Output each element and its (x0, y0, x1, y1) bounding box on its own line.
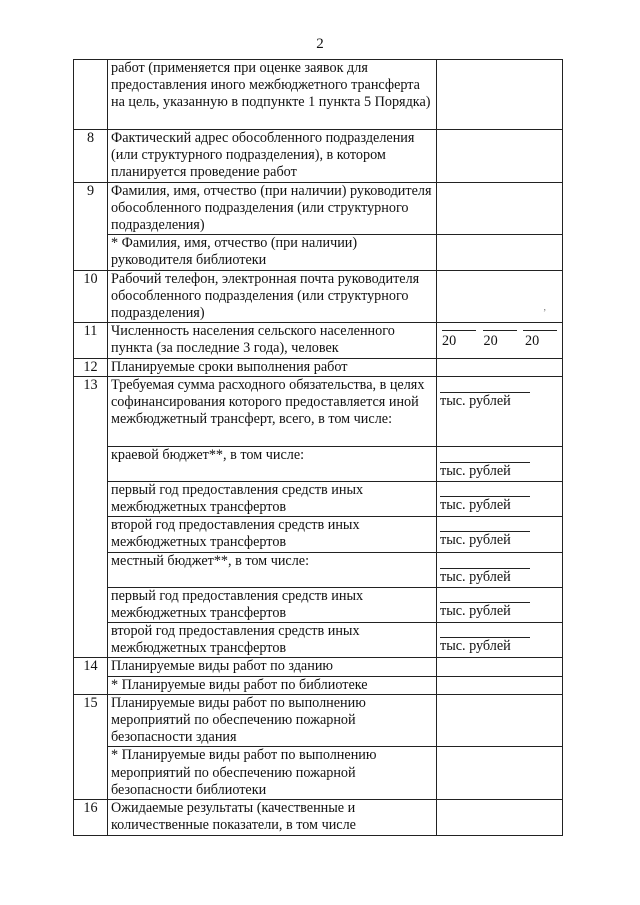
table-row (74, 694, 563, 747)
value-cell[interactable] (437, 623, 563, 658)
year-blank-lines (440, 330, 559, 331)
table-row (74, 358, 563, 376)
table-row (74, 182, 563, 235)
row-description: краевой бюджет**, в том числе: (108, 446, 437, 481)
table-row (74, 323, 563, 358)
table-row (74, 517, 563, 552)
value-cell[interactable] (437, 446, 563, 481)
year-label: 20 (442, 333, 457, 350)
row-description: местный бюджет**, в том числе: (108, 552, 437, 587)
value-cell[interactable] (437, 182, 563, 235)
row-description: Планируемые виды работ по выполнению мероприятий по обеспечению пожарной безопасности здания (108, 694, 437, 747)
row-description: Ожидаемые результаты (качественные и количественные показатели, в том числе (108, 800, 437, 835)
row-number: 8 (74, 130, 108, 183)
row-description: первый год предоставления средств иных межбюджетных трансфертов (108, 481, 437, 516)
unit-label: тыс. рублей (440, 638, 511, 655)
table-row (74, 130, 563, 183)
row-description: Фамилия, имя, отчество (при наличии) руководителя обособленного подразделения (или структурного подразделения) (108, 182, 437, 235)
table-row (74, 552, 563, 587)
row-number: 11 (74, 323, 108, 358)
row-number (74, 60, 108, 130)
application-form-table (73, 59, 563, 836)
row-description: второй год предоставления средств иных межбюджетных трансфертов (108, 623, 437, 658)
row-description: Планируемые виды работ по зданию (108, 658, 437, 676)
table-row (74, 235, 563, 270)
row-number: 13 (74, 376, 108, 658)
year-labels (440, 333, 559, 350)
value-cell[interactable] (437, 800, 563, 835)
value-cell[interactable] (437, 270, 563, 323)
row-number: 12 (74, 358, 108, 376)
page-number: 2 (316, 36, 324, 52)
value-cell[interactable] (437, 658, 563, 676)
table-row (74, 376, 563, 446)
row-description: первый год предоставления средств иных межбюджетных трансфертов (108, 587, 437, 622)
row-description: Численность населения сельского населенного пункта (за последние 3 года), человек (108, 323, 437, 358)
value-cell[interactable] (437, 130, 563, 183)
value-cell[interactable] (437, 694, 563, 747)
row-number: 15 (74, 694, 108, 799)
value-cell[interactable] (437, 481, 563, 516)
table-row (74, 270, 563, 323)
unit-label: тыс. рублей (440, 532, 511, 549)
row-description: второй год предоставления средств иных межбюджетных трансфертов (108, 517, 437, 552)
value-cell[interactable] (437, 358, 563, 376)
value-cell[interactable] (437, 60, 563, 130)
row-description: Рабочий телефон, электронная почта руководителя обособленного подразделения (или структурного подразделения) (108, 270, 437, 323)
unit-label: тыс. рублей (440, 602, 511, 619)
unit-label: тыс. рублей (440, 392, 511, 409)
unit-label: тыс. рублей (440, 462, 511, 479)
row-description: Требуемая сумма расходного обязательства, в целях софинансирования которого предоставляется иной межбюджетный трансферт, всего, в том числе: (108, 376, 437, 446)
year-label: 20 (483, 333, 498, 350)
row-number: 14 (74, 658, 108, 694)
value-cell[interactable] (437, 552, 563, 587)
row-description: * Планируемые виды работ по выполнению мероприятий по обеспечению пожарной безопасности библиотеки (108, 747, 437, 800)
table-row (74, 623, 563, 658)
row-description: * Фамилия, имя, отчество (при наличии) руководителя библиотеки (108, 235, 437, 270)
year-blank-line[interactable] (483, 330, 517, 331)
table-row (74, 587, 563, 622)
table-row (74, 676, 563, 694)
unit-label: тыс. рублей (440, 496, 511, 513)
unit-label: тыс. рублей (440, 568, 511, 585)
value-cell[interactable] (437, 376, 563, 446)
row-description: Фактический адрес обособленного подразделения (или структурного подразделения), в котором планируется проведение работ (108, 130, 437, 183)
table-row (74, 800, 563, 835)
row-number: 16 (74, 800, 108, 835)
value-cell[interactable] (437, 587, 563, 622)
year-label: 20 (525, 333, 540, 350)
row-number: 9 (74, 182, 108, 270)
row-description: Планируемые сроки выполнения работ (108, 358, 437, 376)
table-row (74, 658, 563, 676)
value-cell[interactable] (437, 747, 563, 800)
year-blank-line[interactable] (442, 330, 476, 331)
table-row (74, 446, 563, 481)
value-cell[interactable] (437, 323, 563, 358)
value-cell[interactable] (437, 517, 563, 552)
row-description: работ (применяется при оценке заявок для предоставления иного межбюджетного трансферта на цель, указанную в подпункте 1 пункта 5 Порядка) (108, 60, 437, 130)
row-number: 10 (74, 270, 108, 323)
row-description: * Планируемые виды работ по библиотеке (108, 676, 437, 694)
table-row (74, 481, 563, 516)
stray-mark: , (543, 302, 546, 314)
table-row (74, 747, 563, 800)
table-row (74, 60, 563, 130)
value-cell[interactable] (437, 676, 563, 694)
value-cell[interactable] (437, 235, 563, 270)
year-blank-line[interactable] (523, 330, 557, 331)
